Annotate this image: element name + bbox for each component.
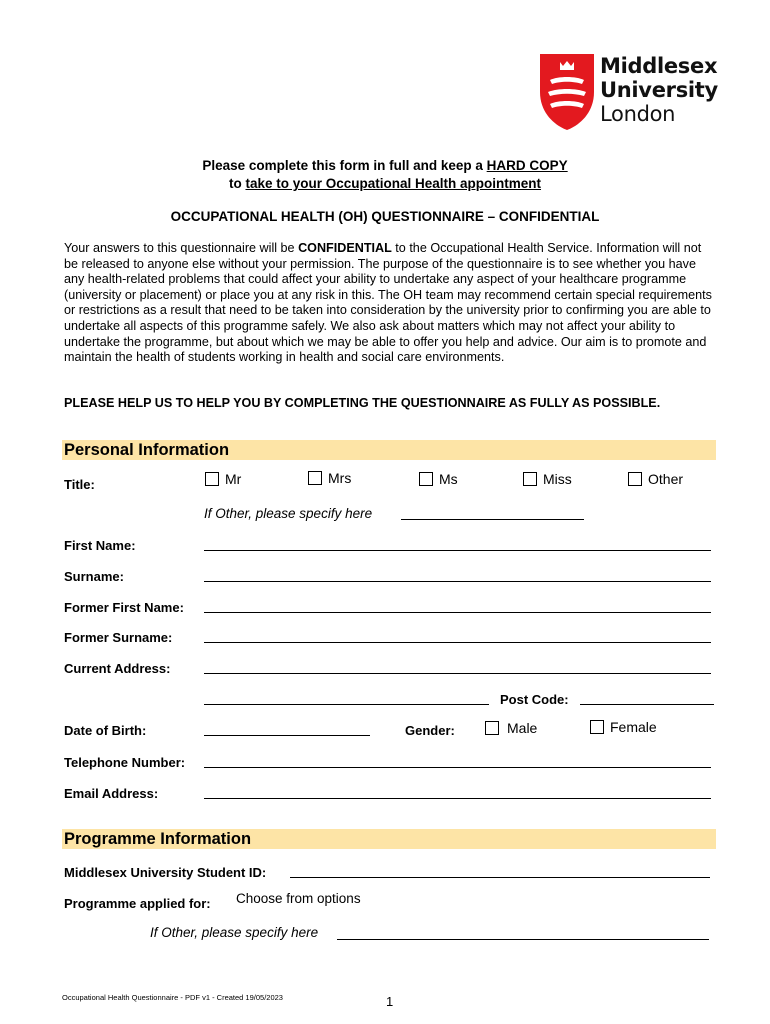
surname-label: Surname:: [64, 569, 124, 584]
former-surname-label: Former Surname:: [64, 630, 173, 645]
footer-text: Occupational Health Questionnaire - PDF v1 - Created 19/05/2023: [62, 993, 283, 1002]
telephone-field[interactable]: [204, 767, 711, 768]
form-title: OCCUPATIONAL HEALTH (OH) QUESTIONNAIRE – CONFIDENTIAL: [170, 209, 600, 224]
first-name-field[interactable]: [204, 550, 711, 551]
first-name-label: First Name:: [64, 538, 136, 553]
post-code-label: Post Code:: [500, 692, 569, 707]
programme-applied-label: Programme applied for:: [64, 896, 211, 911]
telephone-label: Telephone Number:: [64, 755, 186, 770]
university-logo: [538, 52, 718, 132]
former-first-name-label: Former First Name:: [64, 600, 184, 615]
title-label: Title:: [64, 477, 95, 492]
intro-paragraph: Your answers to this questionnaire will be CONFIDENTIAL to the Occupational Health Service. Information will not be released to anyone else without your permission. The purpose of the questionnaire is to see whether you have any health-related problems that could affect your ability to undertake any aspect of your healthcare programme (university or placement) or place you at any risk in this. The OH team may recommend certain special requirements or restrictions as a result that need to be taken into consideration by the university prior to confirming you are able to undertake all aspects of this programme safely. We also ask about matters which may not affect your ability to undertake the programme, but about which we may be able to offer you help and advice. Our aim is to promote and maintain the health of students working in health and social care environments.: [64, 241, 712, 365]
email-field[interactable]: [204, 798, 711, 799]
title-other-specify-field[interactable]: [401, 519, 584, 520]
student-id-label: Middlesex University Student ID:: [64, 865, 267, 880]
post-code-field[interactable]: [580, 704, 714, 705]
title-mr-checkbox[interactable]: [205, 472, 219, 486]
programme-other-specify-label: If Other, please specify here: [150, 925, 319, 940]
title-miss-checkbox[interactable]: [523, 472, 537, 486]
logo-wordmark: Middlesex University London: [600, 54, 718, 126]
title-mrs-label: Mrs: [328, 470, 352, 486]
title-other-label: Other: [648, 471, 684, 487]
personal-info-section-header: Personal Information: [62, 440, 716, 460]
current-address-field-1[interactable]: [204, 673, 711, 674]
title-mrs-checkbox[interactable]: [308, 471, 322, 485]
gender-female-checkbox[interactable]: [590, 720, 604, 734]
date-of-birth-field[interactable]: [204, 735, 370, 736]
title-ms-label: Ms: [439, 471, 458, 487]
instruction-line-2: to take to your Occupational Health appointment: [228, 176, 542, 191]
page-number: 1: [386, 994, 394, 1009]
former-first-name-field[interactable]: [204, 612, 711, 613]
current-address-label: Current Address:: [64, 661, 171, 676]
title-other-specify-label: If Other, please specify here: [204, 506, 373, 521]
programme-info-section-header: Programme Information: [62, 829, 716, 849]
title-ms-checkbox[interactable]: [419, 472, 433, 486]
former-surname-field[interactable]: [204, 642, 711, 643]
shield-icon: [538, 52, 596, 132]
instruction-line-1: Please complete this form in full and keep a HARD COPY: [202, 158, 568, 173]
programme-select[interactable]: Choose from options: [236, 891, 361, 906]
date-of-birth-label: Date of Birth:: [64, 723, 147, 738]
gender-male-label: Male: [507, 720, 538, 736]
gender-label: Gender:: [405, 723, 455, 738]
gender-female-label: Female: [610, 719, 657, 735]
current-address-field-2[interactable]: [204, 704, 489, 705]
title-mr-label: Mr: [225, 471, 242, 487]
title-other-checkbox[interactable]: [628, 472, 642, 486]
email-label: Email Address:: [64, 786, 159, 801]
programme-other-specify-field[interactable]: [337, 939, 709, 940]
surname-field[interactable]: [204, 581, 711, 582]
help-notice: PLEASE HELP US TO HELP YOU BY COMPLETING THE QUESTIONNAIRE AS FULLY AS POSSIBLE.: [64, 396, 661, 410]
student-id-field[interactable]: [290, 877, 710, 878]
gender-male-checkbox[interactable]: [485, 721, 499, 735]
title-miss-label: Miss: [543, 471, 572, 487]
